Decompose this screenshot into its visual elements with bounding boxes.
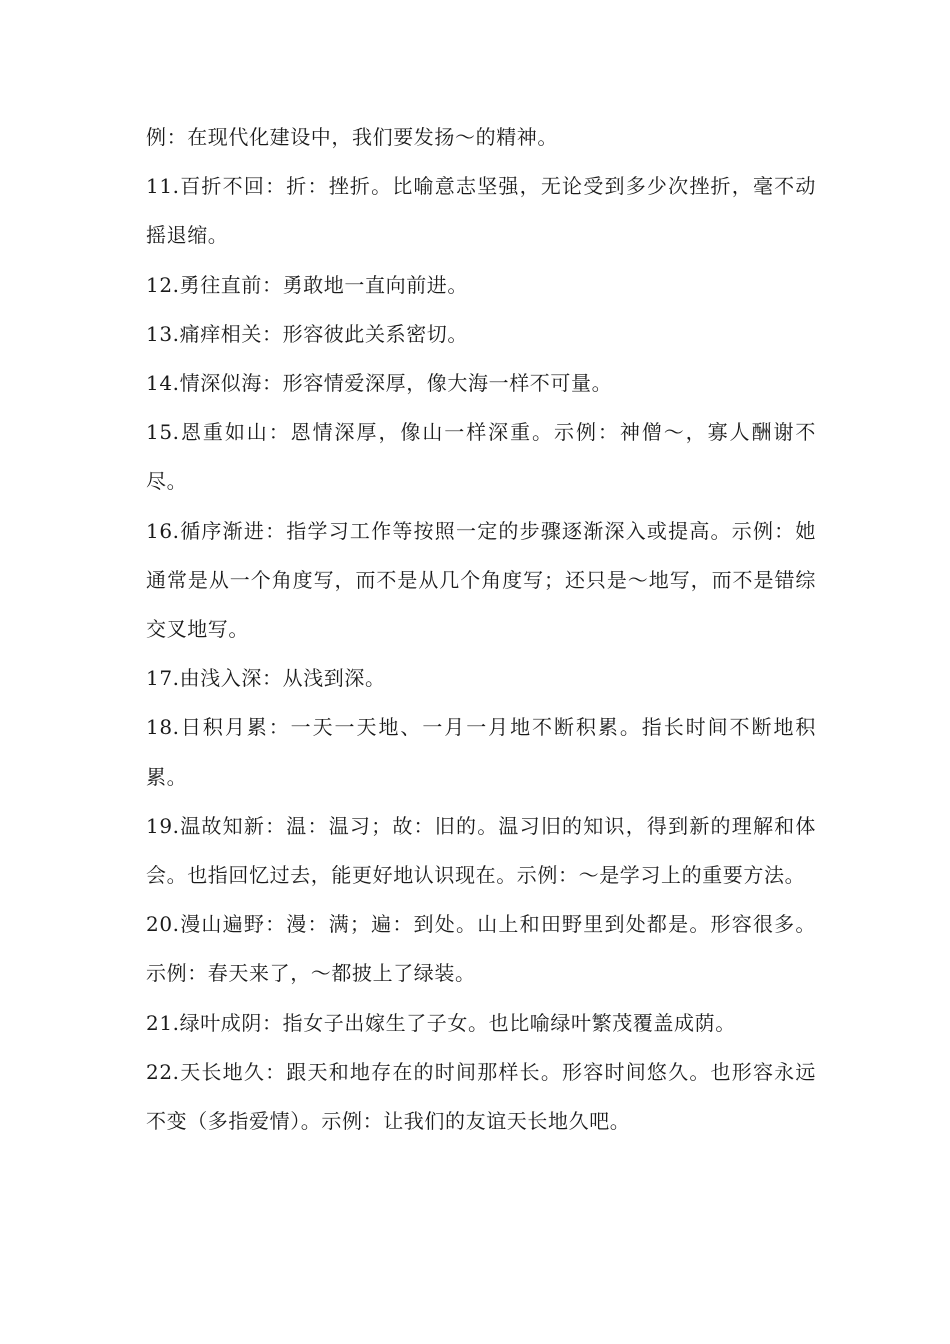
idiom-entry-22: 22.天长地久：跟天和地存在的时间那样长。形容时间悠久。也形容永远不变（多指爱情）。示例：让我们的友谊天长地久吧。 (146, 1059, 816, 1134)
idiom-entry-19: 19.温故知新：温：温习；故：旧的。温习旧的知识，得到新的理解和体会。也指回忆过去，能更好地认识现在。示例：～是学习上的重要方法。 (146, 813, 816, 888)
paragraph-example-continued: 例：在现代化建设中，我们要发扬～的精神。 (146, 125, 558, 149)
idiom-entry-12: 12.勇往直前：勇敢地一直向前进。 (146, 272, 469, 297)
idiom-entry-13: 13.痛痒相关：形容彼此关系密切。 (146, 321, 469, 346)
idiom-entry-18: 18.日积月累：一天一天地、一月一月地不断积累。指长时间不断地积累。 (146, 715, 816, 789)
idiom-entry-15: 15.恩重如山：恩情深厚，像山一样深重。示例：神僧～，寡人酬谢不尽。 (146, 420, 816, 494)
idiom-entry-20: 20.漫山遍野：漫：满；遍：到处。山上和田野里到处都是。形容很多。示例：春天来了，～都披上了绿装。 (146, 912, 816, 986)
idiom-entry-17: 17.由浅入深：从浅到深。 (146, 666, 386, 691)
idiom-entry-16: 16.循序渐进：指学习工作等按照一定的步骤逐渐深入或提高。示例：她通常是从一个角度写，而不是从几个角度写；还只是～地写，而不是错综交叉地写。 (146, 518, 816, 642)
idiom-entry-11: 11.百折不回：折：挫折。比喻意志坚强，无论受到多少次挫折，毫不动摇退缩。 (146, 174, 816, 248)
idiom-entry-14: 14.情深似海：形容情爱深厚，像大海一样不可量。 (146, 371, 613, 396)
idiom-entry-21: 21.绿叶成阴：指女子出嫁生了子女。也比喻绿叶繁茂覆盖成荫。 (146, 1010, 736, 1035)
document-page (146, 113, 816, 1146)
